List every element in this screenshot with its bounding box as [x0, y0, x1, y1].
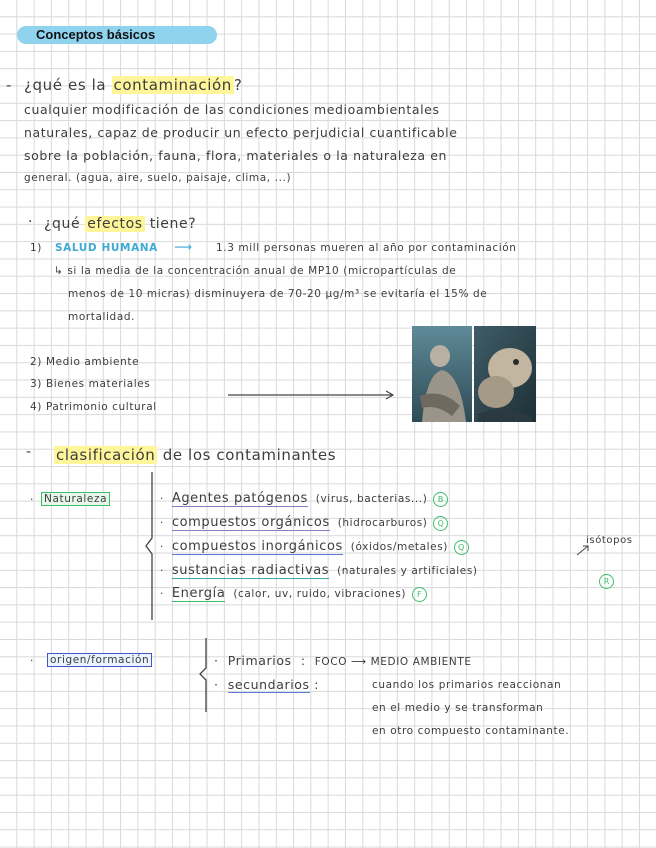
isotopos-note: isótopos [586, 535, 633, 546]
naturaleza-bullet: · [30, 494, 34, 506]
nat-item-5-detail: (calor, uv, ruido, vibraciones) [233, 588, 407, 600]
origen-box: origen/formación [47, 653, 152, 667]
effects-highlight: efectos [87, 216, 143, 232]
effect3-number: 3) [30, 378, 42, 390]
effect4 [30, 401, 157, 413]
nat-item-1-detail: (virus, bacterias...) [315, 493, 428, 505]
primarios-text: FOCO ⟶ MEDIO AMBIENTE [314, 656, 472, 668]
nat-item-2-detail: (hidrocarburos) [337, 517, 428, 529]
effect2-number: 2) [30, 356, 42, 368]
nat-item-3-detail: (óxidos/metales) [350, 541, 448, 553]
origen-brace [196, 636, 210, 714]
primarios-label: Primarios [227, 653, 292, 668]
effect1-label: SALUD HUMANA [55, 242, 158, 254]
section3-bullet: - [26, 444, 32, 460]
classification-post: de los contaminantes [157, 446, 337, 464]
effect2 [30, 356, 139, 368]
effect4-label: Patrimonio cultural [45, 401, 157, 413]
question-post: ? [233, 76, 243, 94]
secundarios-line-2: en el medio y se transforman [372, 702, 544, 714]
nat-item-3-name: compuestos inorgánicos [171, 539, 343, 554]
origen-bullet: · [30, 655, 34, 667]
sub-line-1: ↳ si la media de la concentración anual de MP10 (micropartículas de [54, 265, 457, 277]
effect1-number: 1) [30, 242, 42, 254]
nat-item-3: · compuestos inorgánicos (óxidos/metales) Q [160, 539, 469, 555]
definition-line-3: sobre la población, fauna, flora, materiales o la naturaleza en [24, 148, 448, 163]
effect1-arrow: ⟶ [174, 239, 193, 254]
sub-line-3: mortalidad. [68, 311, 136, 323]
nat-item-3-badge: Q [454, 540, 469, 555]
classification-highlight: clasificación [56, 446, 156, 464]
photo-person-head [430, 345, 450, 367]
section2-bullet: · [28, 214, 34, 230]
sub-line-2: menos de 10 micras) disminuyera de 70-20 µg/m³ se evitaría el 15% de [68, 288, 488, 300]
naturaleza-box: Naturaleza [41, 492, 110, 506]
secundarios-row: · secundarios : [214, 677, 320, 692]
nat-item-4-badge: R [599, 574, 614, 589]
naturaleza-brace [142, 470, 156, 622]
naturaleza-label [41, 493, 110, 505]
nat-item-5-badge: F [412, 587, 427, 602]
definition-line-2: naturales, capaz de producir un efecto perjudicial cuantificable [24, 125, 458, 140]
section1-bullet: - [6, 76, 13, 94]
arrow-to-photos [228, 385, 398, 405]
primarios-row: · Primarios : FOCO ⟶ MEDIO AMBIENTE [214, 653, 472, 668]
effect2-label: Medio ambiente [45, 356, 140, 368]
effect3 [30, 378, 150, 390]
secundarios-label: secundarios [227, 677, 310, 692]
secundarios-line-1: cuando los primarios reaccionan [372, 679, 562, 691]
section1-question [24, 76, 242, 94]
origen-label [47, 654, 152, 666]
nat-item-5-name: Energía [171, 586, 226, 601]
section2-question [44, 216, 196, 232]
effect1-text: 1.3 mill personas mueren al año por contaminación [216, 242, 517, 254]
nat-item-4: · sustancias radiactivas (naturales y artificiales) [160, 563, 478, 578]
page-title: Conceptos básicos [17, 26, 217, 44]
section3-title [54, 446, 336, 464]
nat-item-2: · compuestos orgánicos (hidrocarburos) Q [160, 515, 448, 531]
question-pre: ¿qué es la [24, 76, 112, 94]
effects-pre: ¿qué [44, 216, 86, 232]
effects-post: tiene? [144, 216, 197, 232]
question-highlight: contaminación [113, 76, 232, 94]
nat-item-1-name: Agentes patógenos [171, 491, 308, 506]
nat-item-4-detail: (naturales y artificiales) [337, 565, 478, 577]
nat-item-1: · Agentes patógenos (virus, bacterias...) B [160, 491, 448, 507]
effect4-number: 4) [30, 401, 42, 413]
nat-item-4-name: sustancias radiactivas [171, 563, 330, 578]
nat-item-1-badge: B [433, 492, 448, 507]
pollution-photos [412, 326, 536, 422]
definition-line-4: general. (agua, aire, suelo, paisaje, clima, ...) [24, 172, 292, 184]
definition-line-1: cualquier modificación de las condiciones medioambientales [24, 102, 440, 117]
effect3-label: Bienes materiales [45, 378, 151, 390]
nat-item-5: · Energía (calor, uv, ruido, vibraciones) F [160, 586, 427, 602]
nat-item-2-name: compuestos orgánicos [171, 515, 330, 530]
secundarios-line-3: en otro compuesto contaminante. [372, 725, 570, 737]
nat-item-2-badge: Q [433, 516, 448, 531]
